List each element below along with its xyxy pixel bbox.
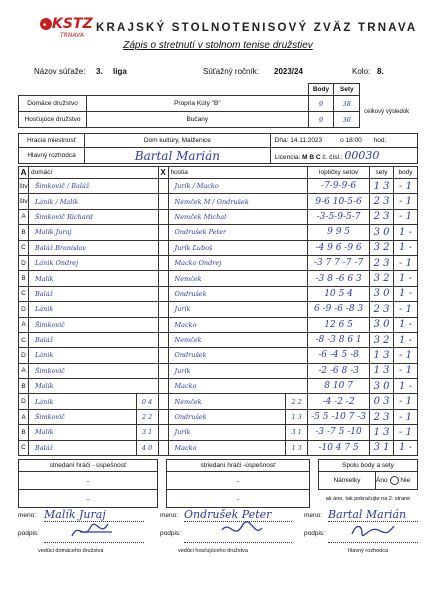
match-home-player: Malík xyxy=(28,425,136,440)
match-away-player: Ondrušek xyxy=(168,348,308,363)
match-code: D xyxy=(19,302,29,317)
teams-table xyxy=(18,83,418,128)
match-home-player: Lánik xyxy=(28,348,158,363)
match-home-player: Malík xyxy=(28,379,158,394)
match-row xyxy=(19,255,418,270)
match-x-cell xyxy=(158,179,168,194)
away-sub-1: – xyxy=(167,472,310,490)
match-x-cell xyxy=(158,194,168,209)
match-home-player: Baláž xyxy=(28,440,136,455)
match-code: D xyxy=(19,255,29,270)
match-row xyxy=(19,317,418,332)
match-set-scores: -3 7 7 -7 -7 xyxy=(308,255,370,270)
season-value: 2023/24 xyxy=(274,67,303,76)
home-team-name: Propria Kúty "B" xyxy=(87,96,308,112)
match-set-scores: 12 6 5 xyxy=(308,317,370,332)
match-sets: 0 3 xyxy=(370,394,394,409)
ref-podpis-label: podpis: xyxy=(304,530,325,537)
match-row xyxy=(19,440,418,455)
competition-name: liga xyxy=(113,67,127,76)
match-sets: 1 3 xyxy=(370,348,394,363)
match-sets: 1 3 xyxy=(370,179,394,194)
home-sets: 38 xyxy=(334,96,360,112)
match-sets: 2 3 xyxy=(370,209,394,224)
match-body: - 1 xyxy=(393,363,417,378)
match-set-scores: -3 8 -6 6 3 xyxy=(308,271,370,286)
match-code: D xyxy=(19,348,29,363)
match-home-player: Malík xyxy=(28,271,158,286)
match-away-player: Ondrušek xyxy=(168,286,308,301)
match-set-scores: -4 9 6 -9 6 xyxy=(308,240,370,255)
match-code: B xyxy=(19,425,29,440)
match-code: A xyxy=(19,409,29,424)
total-label: Spolu body a sety xyxy=(319,460,418,472)
away-sub-2: – xyxy=(167,490,310,508)
protest-yes: Áno xyxy=(376,477,388,485)
round-value: 8. xyxy=(377,67,384,76)
match-home-player: Lánik xyxy=(28,394,136,409)
result-label: celkový výsledok xyxy=(364,108,410,115)
time-value: o 18:00 xyxy=(340,137,362,144)
match-sets: 2 3 xyxy=(370,302,394,317)
match-sets: 3 2 xyxy=(370,240,394,255)
match-away-games: 3 1 xyxy=(286,425,308,440)
match-x-cell xyxy=(158,209,168,224)
svg-text:TRNAVA: TRNAVA xyxy=(60,32,84,39)
match-set-scores: 8 10 7 xyxy=(308,379,370,394)
match-row xyxy=(19,240,418,255)
match-away-player: Macko xyxy=(168,317,308,332)
match-set-scores: 9-6 10-5-6 xyxy=(308,194,370,209)
match-away-player: Jurík Ľuboš xyxy=(168,240,308,255)
match-body: - 1 xyxy=(393,302,417,317)
match-away-player: Nemček M / Ondrušek xyxy=(168,194,308,209)
match-away-games: 1 3 xyxy=(286,440,308,455)
match-sets: 3 0 xyxy=(370,286,394,301)
match-home-player: Malík Juraj xyxy=(28,225,158,240)
match-sets: 3 0 xyxy=(370,379,394,394)
match-body: 1 - xyxy=(393,332,417,347)
match-row xyxy=(19,194,418,209)
match-row xyxy=(19,394,418,409)
col-sets: loptičky setov xyxy=(308,167,370,179)
match-row xyxy=(19,209,418,224)
subs-table xyxy=(18,459,418,508)
away-meno-label: meno: xyxy=(160,512,179,519)
svg-text:•: • xyxy=(42,21,48,31)
match-code: A xyxy=(19,209,29,224)
license-label: Licencia: xyxy=(274,154,301,161)
license-number: 00030 xyxy=(344,149,380,162)
match-row xyxy=(19,363,418,378)
home-sub-2: – xyxy=(19,490,158,508)
match-body: - 1 xyxy=(393,209,417,224)
match-x-cell xyxy=(158,286,168,301)
ref-role: hlavný rozhodca xyxy=(348,548,389,554)
match-code: štv xyxy=(19,194,29,209)
match-set-scores: -3 -7 5 -10 xyxy=(308,425,370,440)
body-header: Body xyxy=(308,84,334,96)
match-code: B xyxy=(19,225,29,240)
match-away-player: Nemček Michal xyxy=(168,209,308,224)
match-code: C xyxy=(19,240,29,255)
match-home-games: 3 1 xyxy=(136,425,158,440)
match-x-cell xyxy=(158,363,168,378)
sety-header: Sety xyxy=(334,84,360,96)
match-body: - 1 xyxy=(393,348,417,363)
match-code: C xyxy=(19,440,29,455)
col-domaci: domáci xyxy=(28,167,158,179)
match-x-cell xyxy=(158,394,168,409)
venue-label: Hracia miestnosť xyxy=(19,134,85,148)
match-body: 1 - xyxy=(393,440,417,455)
away-podpis-label: podpis: xyxy=(160,530,181,537)
date-value: 14.11.2023 xyxy=(290,137,323,144)
match-row xyxy=(19,379,418,394)
col-hostia: hostia xyxy=(168,167,308,179)
match-home-player: Lánik / Malík xyxy=(28,194,158,209)
match-x-cell xyxy=(158,317,168,332)
match-sets: 2 3 xyxy=(370,194,394,209)
match-away-player: Jurík xyxy=(168,363,308,378)
match-code: C xyxy=(19,332,29,347)
ref-name: Bartal Marián xyxy=(328,508,418,522)
match-home-player: Lánik xyxy=(28,302,158,317)
match-body: - 1 xyxy=(393,425,417,440)
match-sets: 2 3 xyxy=(370,409,394,424)
competition-label: Názov súťaže: xyxy=(34,67,86,76)
protest-label: Námietky xyxy=(319,472,376,490)
home-points: 9 xyxy=(308,96,334,112)
organization-title: KRAJSKÝ STOLNOTENISOVÝ ZVÄZ TRNAVA xyxy=(96,22,418,34)
match-x-cell xyxy=(158,425,168,440)
match-set-scores: 6 -9 -6 -8 3 xyxy=(308,302,370,317)
round-label: Kolo: xyxy=(352,67,371,76)
match-row xyxy=(19,425,418,440)
match-row xyxy=(19,225,418,240)
match-sets: 3 2 xyxy=(370,271,394,286)
svg-text:KSTZ: KSTZ xyxy=(52,16,93,32)
match-home-games: 4 0 xyxy=(136,440,158,455)
match-x-cell xyxy=(158,271,168,286)
competition-number: 3. xyxy=(96,67,103,76)
match-x-cell xyxy=(158,255,168,270)
match-sets: 3 2 xyxy=(370,332,394,347)
document-subtitle: Zápis o stretnutí v stolnom tenise družstiev xyxy=(123,40,313,51)
match-x-cell xyxy=(158,225,168,240)
match-away-player: Jurík xyxy=(168,425,286,440)
match-row xyxy=(19,348,418,363)
match-x-cell xyxy=(158,302,168,317)
match-code: B xyxy=(19,271,29,286)
match-row xyxy=(19,271,418,286)
protest-note: ak áno, tak pokračujte na 2. strane xyxy=(325,495,411,502)
match-sets: 2 3 xyxy=(370,255,394,270)
season-label: Súťažný ročník: xyxy=(203,67,259,76)
match-set-scores: 10 5 4 xyxy=(308,286,370,301)
time-unit: hod. xyxy=(373,137,387,144)
match-home-player: Šimkovič / Baláž xyxy=(28,179,158,194)
home-role: vedúci domáceho družstva xyxy=(38,548,104,554)
match-set-scores: 9 9 5 xyxy=(308,225,370,240)
match-away-player: Ondrušek xyxy=(168,409,286,424)
match-body: 1 - xyxy=(393,379,417,394)
away-points: 9 xyxy=(308,112,334,128)
referee-name: Bartal Marián xyxy=(85,148,271,164)
match-home-player: Lánik Ondrej xyxy=(28,255,158,270)
match-row xyxy=(19,179,418,194)
match-away-games: 1 3 xyxy=(286,409,308,424)
match-away-games: 2 2 xyxy=(286,394,308,409)
match-away-player: Macko xyxy=(168,379,308,394)
match-row xyxy=(19,286,418,301)
match-body: - 1 xyxy=(393,255,417,270)
match-away-player: Jurík xyxy=(168,302,308,317)
match-home-games: 2 2 xyxy=(136,409,158,424)
ref-meno-label: meno: xyxy=(304,512,323,519)
match-sets: 3 0 xyxy=(370,225,394,240)
match-away-player: Ondrušek Peter xyxy=(168,225,308,240)
match-body: 1 - xyxy=(393,240,417,255)
match-code: D xyxy=(19,394,29,409)
referee-label: Hlavný rozhodca xyxy=(19,148,85,164)
home-podpis-label: podpis: xyxy=(18,530,39,537)
match-body: - 1 xyxy=(393,394,417,409)
away-leader-name: Ondrušek Peter xyxy=(184,508,292,522)
away-team-name: Bučany xyxy=(87,112,308,128)
match-body: - 1 xyxy=(393,409,417,424)
match-x-cell xyxy=(158,440,168,455)
match-home-player: Šimkovič xyxy=(28,317,158,332)
match-sets: 3 1 xyxy=(370,440,394,455)
match-home-player: Baláž xyxy=(28,332,158,347)
match-body: 1 - xyxy=(393,271,417,286)
match-x-cell xyxy=(158,332,168,347)
match-row xyxy=(19,409,418,424)
match-set-scores: -7-9-9-6 xyxy=(308,179,370,194)
home-meno-label: meno: xyxy=(18,512,37,519)
match-set-scores: -5 5 -10 7 -3 xyxy=(308,409,370,424)
match-set-scores: -3-5-9-5-7 xyxy=(308,209,370,224)
col-body: body xyxy=(393,167,417,179)
away-subs-label: striedaní hráči -úspešnosť xyxy=(167,460,310,472)
match-code: A xyxy=(19,363,29,378)
match-code: štv xyxy=(19,179,29,194)
license-options: M B C xyxy=(302,154,321,161)
match-sets: 3 0 xyxy=(370,317,394,332)
home-leader-name: Malík Juraj xyxy=(44,508,144,522)
away-team-label: Hosťujúce družstvo xyxy=(19,112,87,128)
match-away-player: Nemček xyxy=(168,271,308,286)
match-home-player: Šimkovič xyxy=(28,363,158,378)
protest-no-circle xyxy=(390,476,399,485)
away-role: vedúci hosťujúceho družstva xyxy=(178,548,248,554)
match-set-scores: -8 -3 8 6 1 xyxy=(308,332,370,347)
match-code: C xyxy=(19,286,29,301)
date-label: Dňa: xyxy=(274,137,289,144)
home-subs-label: striedaní hráči - úspešnosť xyxy=(19,460,158,472)
match-code: A xyxy=(19,317,29,332)
match-home-player: Baláž Branislav xyxy=(28,240,158,255)
match-x-cell xyxy=(158,379,168,394)
match-body: 1 - xyxy=(393,317,417,332)
match-code: B xyxy=(19,379,29,394)
match-set-scores: -6 -4 5 -8 xyxy=(308,348,370,363)
match-body: - 1 xyxy=(393,179,417,194)
home-team-label: Domáce družstvo xyxy=(19,96,87,112)
venue-table xyxy=(18,133,418,164)
matches-table xyxy=(18,166,418,456)
match-body: - 1 xyxy=(393,194,417,209)
match-x-cell xyxy=(158,240,168,255)
match-away-player: Nemček xyxy=(168,332,308,347)
protest-no: Nie xyxy=(400,477,411,485)
venue-value: Dom kultúry, Malženice xyxy=(85,134,271,148)
col-x: X xyxy=(158,167,168,179)
match-home-player: Baláž xyxy=(28,286,158,301)
away-sets: 36 xyxy=(334,112,360,128)
match-away-player: Nemček xyxy=(168,394,286,409)
match-away-player: Jurík / Macko xyxy=(168,179,308,194)
home-sub-1: – xyxy=(19,472,158,490)
col-sety: sety xyxy=(370,167,394,179)
match-body: 1 - xyxy=(393,225,417,240)
match-row xyxy=(19,302,418,317)
license-number-label: č. čísl.: xyxy=(322,154,343,161)
match-home-games: 0 4 xyxy=(136,394,158,409)
match-sets: 1 3 xyxy=(370,425,394,440)
match-set-scores: -10 4 7 5 xyxy=(308,440,370,455)
match-home-player: Šimkovič Richard xyxy=(28,209,158,224)
match-x-cell xyxy=(158,348,168,363)
match-home-player: Šimkovič xyxy=(28,409,136,424)
match-body: 1 - xyxy=(393,286,417,301)
match-away-player: Macko Ondrej xyxy=(168,255,308,270)
match-row xyxy=(19,332,418,347)
col-a: A xyxy=(19,167,29,179)
match-x-cell xyxy=(158,409,168,424)
signatures xyxy=(18,506,418,562)
match-sets: 1 3 xyxy=(370,363,394,378)
match-away-player: Macko xyxy=(168,440,286,455)
match-set-scores: -2 -6 8 -3 xyxy=(308,363,370,378)
match-set-scores: -4 -2 -2 xyxy=(308,394,370,409)
